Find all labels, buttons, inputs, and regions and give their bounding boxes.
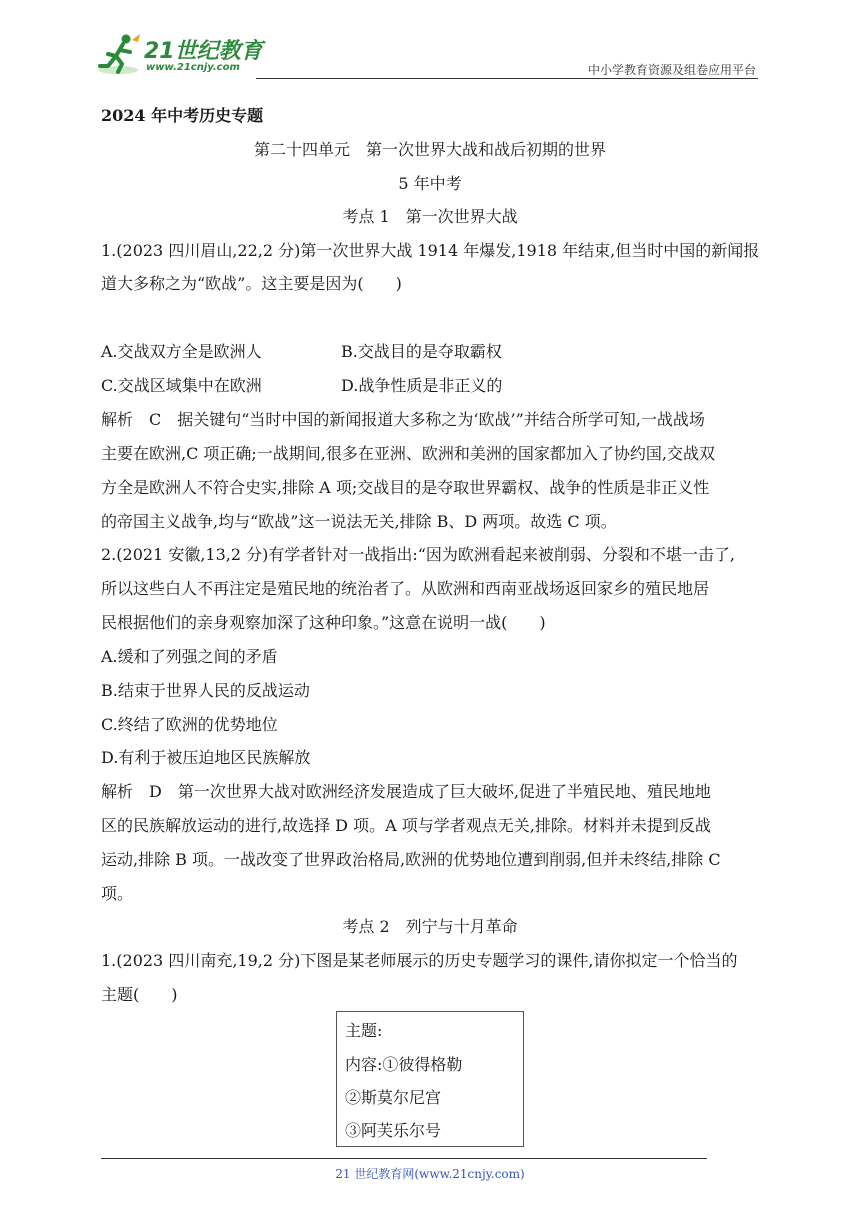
logo-url: www.21cnjy.com: [146, 62, 240, 73]
q2-explanation: 解析 D 第一次世界大战对欧洲经济发展造成了巨大破坏,促进了半殖民地、殖民地地: [101, 782, 711, 801]
q2-option-b: B.结束于世界人民的反战运动: [101, 681, 310, 700]
q2-text: 2.(2021 安徽,13,2 分)有学者针对一战指出:“因为欧洲看起来被削弱、分裂和不堪一击了,: [101, 545, 736, 564]
q2-option-a: A.缓和了列强之间的矛盾: [101, 647, 278, 666]
footer-divider: [101, 1158, 707, 1159]
doc-title: 2024 年中考历史专题: [101, 106, 264, 125]
kp1-heading: 考点 1 第一次世界大战: [342, 207, 518, 226]
box-content-line: 内容:①彼得格勒: [345, 1055, 463, 1074]
kp2-heading: 考点 2 列宁与十月革命: [342, 917, 518, 936]
q1-explanation: 的帝国主义战争,均与“欧战”这一说法无关,排除 B、D 两项。故选 C 项。: [101, 512, 617, 531]
q2-explanation: 区的民族解放运动的进行,故选择 D 项。A 项与学者观点无关,排除。材料并未提到反战: [101, 816, 711, 835]
logo-text: 21世纪教育: [144, 39, 263, 64]
q2-option-c: C.终结了欧洲的优势地位: [101, 715, 278, 734]
q2-text: 所以这些白人不再注定是殖民地的统治者了。从欧洲和西南亚战场返回家乡的殖民地居: [101, 579, 710, 598]
q2-explanation: 项。: [101, 884, 134, 903]
q1-text: 道大多称之为“欧战”。这主要是因为( ): [101, 274, 402, 293]
q1-explanation: 解析 C 据关键句“当时中国的新闻报道大多称之为‘欧战’”并结合所学可知,一战战场: [101, 410, 705, 429]
box-topic-line: 主题:: [345, 1021, 383, 1040]
q1-explanation: 主要在欧洲,C 项正确;一战期间,很多在亚洲、欧洲和美洲的国家都加入了协约国,交战双: [101, 444, 715, 463]
box-content-line: ②斯莫尔尼宫: [345, 1088, 442, 1107]
runner-logo-icon: [96, 32, 144, 78]
platform-name: 中小学教育资源及组卷应用平台: [587, 63, 756, 77]
q2-explanation: 运动,排除 B 项。一战改变了世界政治格局,欧洲的优势地位遭到削弱,但并未终结,排除 C: [101, 850, 721, 869]
section-heading: 5 年中考: [398, 174, 462, 193]
q1-option-b: B.交战目的是夺取霸权: [341, 342, 502, 361]
unit-heading: 第二十四单元 第一次世界大战和战后初期的世界: [253, 140, 606, 159]
q3-text: 1.(2023 四川南充,19,2 分)下图是某老师展示的历史专题学习的课件,请你拟定一个恰当的: [101, 951, 738, 970]
q1-option-c: C.交战区域集中在欧洲: [101, 376, 262, 395]
courseware-box: [336, 1011, 524, 1147]
box-content-line: ③阿芙乐尔号: [345, 1121, 442, 1140]
header-divider: [256, 78, 758, 79]
q1-option-d: D.战争性质是非正义的: [341, 376, 503, 395]
page-footer: 21 世纪教育网(www.21cnjy.com): [335, 1167, 525, 1181]
page-header: [96, 30, 758, 80]
q2-option-d: D.有利于被压迫地区民族解放: [101, 748, 311, 767]
q3-text: 主题( ): [101, 985, 178, 1004]
q1-text: 1.(2023 四川眉山,22,2 分)第一次世界大战 1914 年爆发,1918 年结束,但当时中国的新闻报: [101, 241, 760, 260]
q1-option-a: A.交战双方全是欧洲人: [101, 342, 262, 361]
q1-explanation: 方全是欧洲人不符合史实,排除 A 项;交战目的是夺取世界霸权、战争的性质是非正义性: [101, 478, 710, 497]
logo: [96, 30, 266, 80]
q2-text: 民根据他们的亲身观察加深了这种印象。”这意在说明一战( ): [101, 613, 546, 632]
